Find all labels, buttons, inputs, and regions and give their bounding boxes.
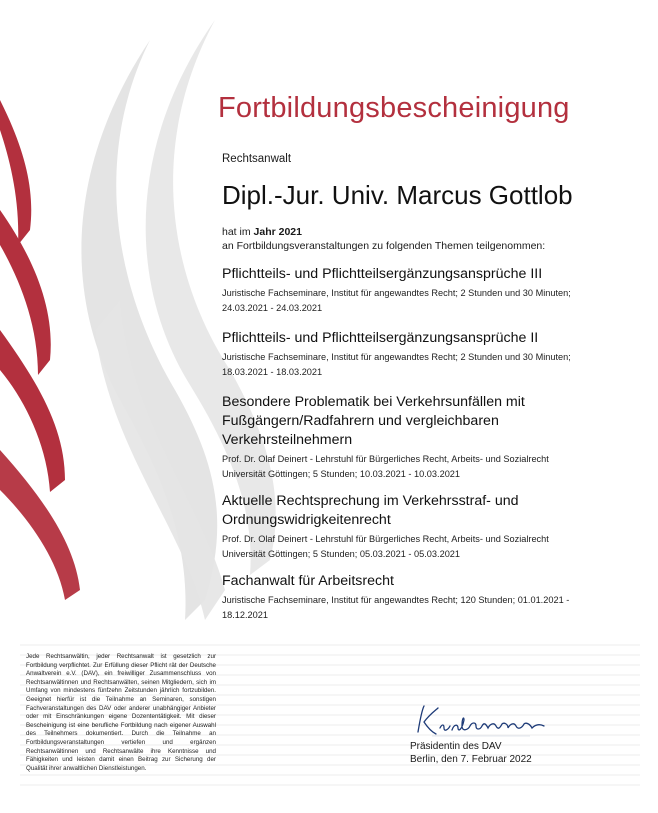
year-prefix: hat im [222, 226, 251, 238]
topic-title: Aktuelle Rechtsprechung im Verkehrsstraf- und Ordnungswidrigkeitenrecht [222, 493, 519, 528]
signature-place-date: Berlin, den 7. Februar 2022 [410, 754, 532, 765]
topic-title: Fachanwalt für Arbeitsrecht [222, 573, 394, 589]
year-line [222, 226, 302, 238]
topic-detail: Juristische Fachseminare, Institut für angewandtes Recht; 2 Stunden und 30 Minuten; 18.03.2021 - 18.03.2021 [222, 352, 571, 377]
year-label: Jahr 2021 [253, 226, 302, 238]
legal-footnote: Jede Rechtsanwältin, jeder Rechtsanwalt ist gesetzlich zur Fortbildung verpflichtet. Zur Erfüllung dieser Pflicht rät der Deutsche Anwaltverein e.V. (DAV), ein freiwilliger Zusammenschluss von Rechtsanwältinnen und Rechtsanwälten, seinen Mitgliedern, sich im Umfang von mindestens fünfzehn Zeitstunden jährlich fortzubilden. Geeignet hierfür ist die Teilnahme an Seminaren, sonstigen Fachveranstaltungen des DAV oder anderer unabhängiger Anbieter oder mit Einschränkungen eigene Dozententätigkeit. Mit dieser Bescheinigung ist eine berufliche Fortbildung nach eigener Auswahl des Teilnehmers dokumentiert. Durch die Teilnahme an Fortbildungsveranstaltungen vertiefen und ergänzen Rechtsanwältinnen und Rechtsanwälte ihre Kenntnisse und Fähigkeiten und leisten damit einen Beitrag zur Sicherung der Qualität ihrer anwaltlichen Dienstleistungen. [26, 653, 216, 772]
topic-detail: Prof. Dr. Olaf Deinert - Lehrstuhl für Bürgerliches Recht, Arbeits- und Sozialrecht Universität Göttingen; 5 Stunden; 05.03.2021 - 05.03.2021 [222, 534, 549, 559]
topic-detail: Juristische Fachseminare, Institut für angewandtes Recht; 2 Stunden und 30 Minuten; 24.03.2021 - 24.03.2021 [222, 288, 571, 313]
recipient-name: Dipl.-Jur. Univ. Marcus Gottlob [222, 180, 573, 210]
topic-title: Pflichtteils- und Pflichtteilsergänzungsansprüche II [222, 330, 539, 346]
topic-item [222, 329, 594, 380]
certificate-title: Fortbildungsbescheinigung [218, 92, 570, 124]
topic-item [222, 492, 594, 562]
topic-item [222, 265, 594, 316]
signatory-role: Präsidentin des DAV [410, 741, 502, 752]
handwritten-signature [410, 700, 560, 742]
topic-item [222, 572, 594, 623]
intro-text: an Fortbildungsveranstaltungen zu folgenden Themen teilgenommen: [222, 240, 546, 252]
topic-title: Besondere Problematik bei Verkehrsunfällen mit Fußgängern/Radfahrern und vergleichbaren Verkehrsteilnehmern [222, 394, 525, 448]
topic-item [222, 393, 594, 482]
recipient-role: Rechtsanwalt [222, 153, 292, 165]
topic-detail: Juristische Fachseminare, Institut für angewandtes Recht; 120 Stunden; 01.01.2021 - 18.12.2021 [222, 595, 570, 620]
topic-detail: Prof. Dr. Olaf Deinert - Lehrstuhl für Bürgerliches Recht, Arbeits- und Sozialrecht Universität Göttingen; 5 Stunden; 10.03.2021 - 10.03.2021 [222, 454, 549, 479]
topic-title: Pflichtteils- und Pflichtteilsergänzungsansprüche III [222, 266, 543, 282]
